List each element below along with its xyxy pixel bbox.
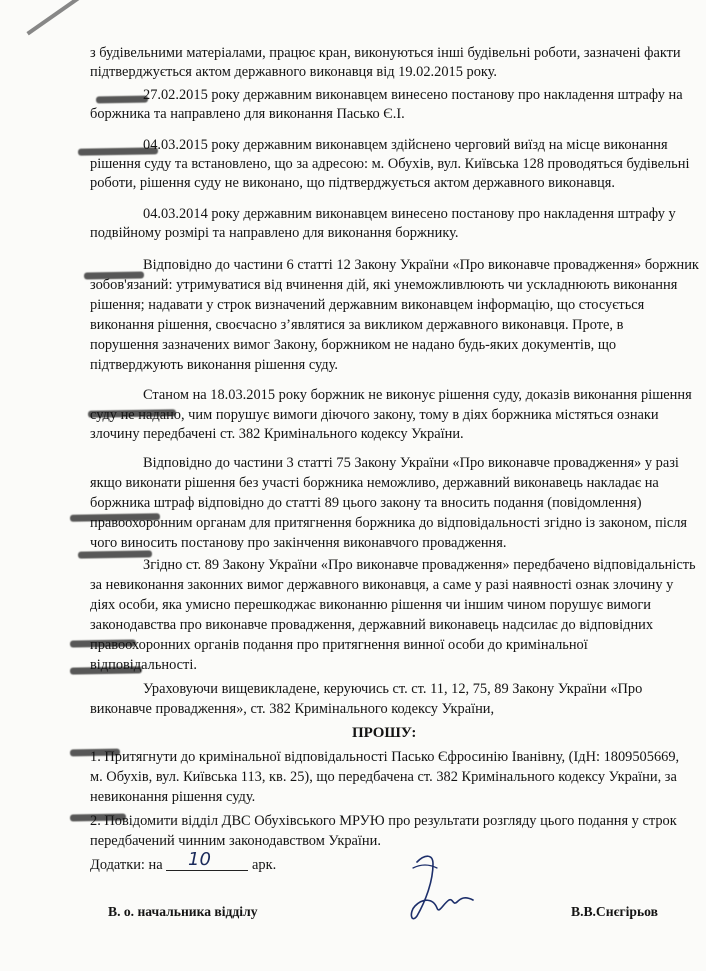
attachments-label: Додатки: на <box>90 857 163 873</box>
text-line: Ураховуючи вищевикладене, керуючись ст. ст. 11, 12, 75, 89 Закону України «Про <box>143 681 643 697</box>
text-line: м. Обухів, вул. Київська 113, кв. 25), що передбачена ст. 382 Кримінального кодексу України, за <box>90 769 677 785</box>
text-line: відповідальності. <box>90 657 197 673</box>
text-line: подвійному розмірі та направлено для виконання боржнику. <box>90 225 459 241</box>
text-line: за невиконання законних вимог державного виконавця, а саме у разі наявності ознак злочину у <box>90 577 674 593</box>
text-line: боржника штраф відповідно до статті 89 цього закону та вносить подання (повідомлення) <box>90 495 642 511</box>
text-line: боржника та направлено для виконання Пасько Є.І. <box>90 106 405 122</box>
text-line: зобов'язаний: утримуватися від вчинення дій, які унеможливлюють чи ускладнюють виконання <box>90 277 678 293</box>
text-line: передбачений чинним законодавством України. <box>90 833 381 849</box>
text-line: якщо виконати рішення без участі боржника неможливо, державний виконавець накладає на <box>90 475 659 491</box>
text-line: 1. Притягнути до кримінальної відповідальності Пасько Єфросинію Іванівну, (ІдН: 1809505669, <box>90 749 680 765</box>
redaction-mark <box>96 96 148 104</box>
text-line: невиконання рішення суду. <box>90 789 256 805</box>
text-line: правоохоронних органів подання про притягнення винної особи до кримінальної <box>90 637 588 653</box>
text-line: з будівельними матеріалами, працює кран, виконуються інші будівельні роботи, зазначені факти <box>90 45 681 61</box>
text-line: Станом на 18.03.2015 року боржник не виконує рішення суду, доказів виконання рішення <box>143 387 692 403</box>
text-line: підтверджують виконання рішення суду. <box>90 357 338 373</box>
text-line: суду не надано, чим порушує вимоги діючого закону, тому в діях боржника містяться ознаки <box>90 407 659 423</box>
attachments-field <box>166 870 248 871</box>
text-line: підтверджується актом державного виконавця від 19.02.2015 року. <box>90 64 498 80</box>
text-line: рішення; надавати у строк визначений державним виконавцем інформацію, що стосується <box>90 297 645 313</box>
text-line: правоохоронним органам для притягнення боржника до відповідальності згідно із законом, після <box>90 515 688 531</box>
text-line: Згідно ст. 89 Закону України «Про виконавче провадження» передбачено відповідальність <box>143 557 696 573</box>
text-line: Відповідно до частини 6 статті 12 Закону України «Про виконавче провадження» боржник <box>143 257 699 273</box>
text-line: 2. Повідомити відділ ДВС Обухівського МРУЮ про результати розгляду цього подання у строк <box>90 813 677 829</box>
text-line: порушення зазначених вимог Закону, боржником не надано будь-яких документів, що <box>90 337 617 353</box>
attachments-count: 10 <box>188 849 211 870</box>
text-line: 04.03.2015 року державним виконавцем здійснено черговий виїзд на місце виконання <box>143 137 668 153</box>
text-line: діях особи, яка умисно перешкоджає виконанню рішення чи іншим чином порушує вимоги <box>90 597 651 613</box>
text-line: Відповідно до частини 3 статті 75 Закону України «Про виконавче провадження» у разі <box>143 455 679 471</box>
text-line: виконавче провадження», ст. 382 Кримінального кодексу України, <box>90 701 495 717</box>
scan-mark <box>26 0 79 35</box>
request-heading: ПРОШУ: <box>352 725 417 741</box>
signature-name: В.В.Снєгірьов <box>571 904 658 919</box>
attachments-unit: арк. <box>252 857 277 873</box>
text-line: 27.02.2015 року державним виконавцем винесено постанову про накладення штрафу на <box>143 87 683 103</box>
text-line: рішення суду та встановлено, що за адресою: м. Обухів, вул. Київська 128 проводяться будівельні <box>90 156 690 172</box>
text-line: виконання рішення, своєчасно з’являтися за викликом державного виконавця. Проте, в <box>90 317 624 333</box>
text-line: 04.03.2014 року державним виконавцем винесено постанову про накладення штрафу у <box>143 206 676 222</box>
handwritten-signature <box>403 850 479 932</box>
signature-position: В. о. начальника відділу <box>108 904 258 919</box>
text-line: роботи, рішення суду не виконано, що підтверджується актом державного виконавця. <box>90 175 615 191</box>
text-line: злочину передбачені ст. 382 Кримінального кодексу України. <box>90 426 464 442</box>
text-line: чого виносить постанову про закінчення виконавчого провадження. <box>90 535 507 551</box>
text-line: законодавства про виконавче провадження, державний виконавець надсилає до відповідних <box>90 617 654 633</box>
